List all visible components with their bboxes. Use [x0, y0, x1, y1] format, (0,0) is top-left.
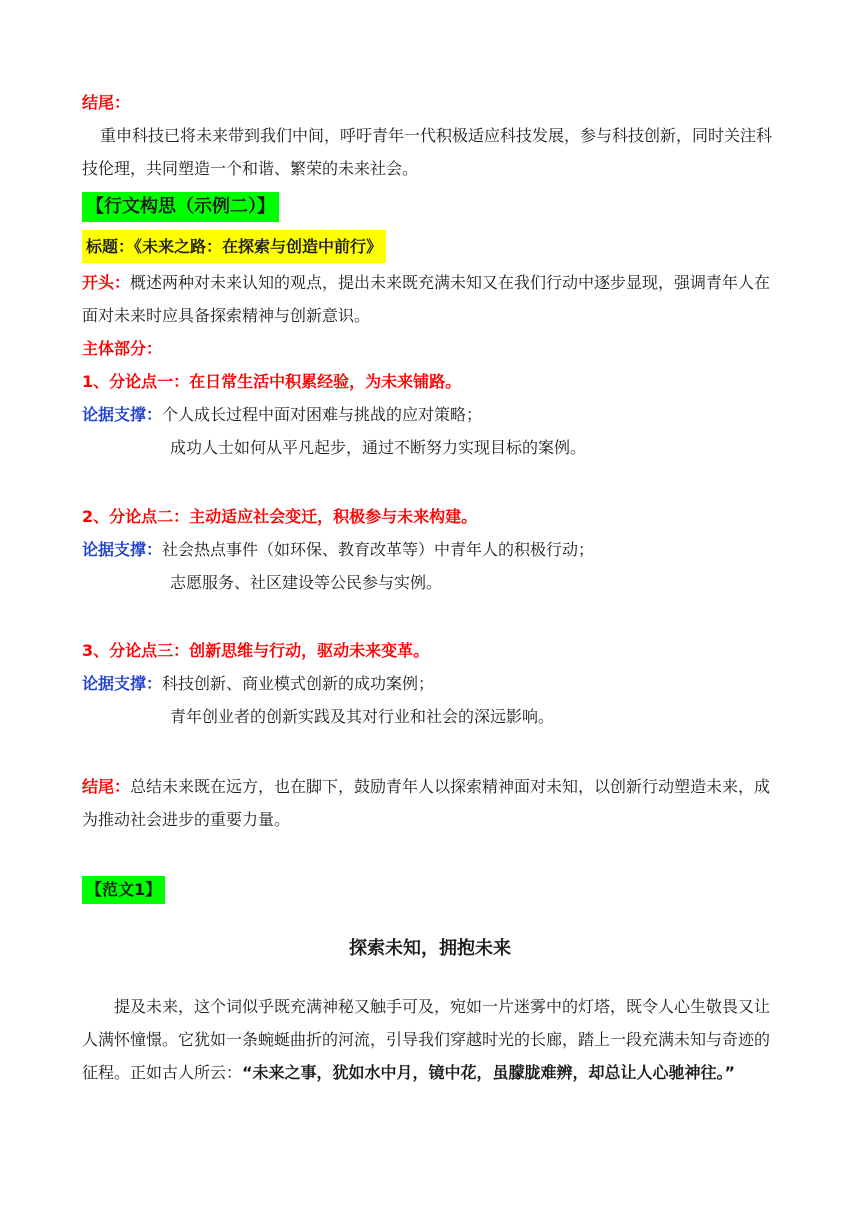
title-line — [82, 230, 782, 263]
sample-tag-wrap — [82, 873, 782, 906]
title-highlight — [82, 230, 386, 263]
point-title: 1、分论点一：在日常生活中积累经验，为未来铺路。 — [82, 372, 462, 391]
support-line: 青年创业者的创新实践及其对行业和社会的深远影响。 — [170, 707, 555, 726]
point-2 — [82, 500, 782, 599]
body-label: 主体部分： — [82, 339, 163, 358]
ending-section-1 — [82, 86, 782, 185]
opening-section — [82, 266, 782, 332]
support-line: 个人成长过程中面对困难与挑战的应对策略； — [162, 405, 483, 424]
example2-heading-wrap — [82, 190, 782, 223]
ending-label: 结尾： — [82, 93, 131, 112]
body-label-wrap — [82, 332, 782, 365]
ending-label: 结尾： — [82, 777, 131, 796]
point-title: 2、分论点二：主动适应社会变迁，积极参与未来构建。 — [82, 507, 478, 526]
point-3 — [82, 634, 782, 733]
ending-text: 总结未来既在远方，也在脚下，鼓励青年人以探索精神面对未知，以创新行动塑造未来，成为推动社会进步的重要力量。 — [82, 777, 771, 829]
opening-text: 概述两种对未来认知的观点，提出未来既充满未知又在我们行动中逐步显现，强调青年人在面对未来时应具备探索精神与创新意识。 — [82, 273, 771, 325]
sample-para-text: 提及未来，这个词似乎既充满神秘又触手可及，宛如一片迷雾中的灯塔，既令人心生敬畏又让人满怀憧憬。它犹如一条蜿蜒曲折的河流，引导我们穿越时光的长廊，踏上一段充满未知与奇迹的征程。正如古人所云： — [82, 997, 771, 1082]
point-1 — [82, 365, 782, 464]
support-label: 论据支撑： — [82, 674, 163, 693]
sample-quote: “未来之事，犹如水中月，镜中花，虽朦胧难辨，却总让人心驰神往。” — [242, 1063, 736, 1082]
support-line: 科技创新、商业模式创新的成功案例； — [162, 674, 435, 693]
support-line: 成功人士如何从平凡起步，通过不断努力实现目标的案例。 — [170, 438, 587, 457]
sample-title: 探索未知，拥抱未来 — [349, 938, 511, 959]
example2-heading: 【行文构思（示例二）】 — [82, 192, 279, 222]
support-line: 志愿服务、社区建设等公民参与实例。 — [170, 573, 443, 592]
support-label: 论据支撑： — [82, 540, 163, 559]
title-label: 标题： — [86, 237, 135, 256]
opening-label: 开头： — [82, 273, 131, 292]
sample-paragraph — [82, 990, 782, 1089]
sample-tag: 【范文1】 — [82, 876, 165, 904]
title-text: 《未来之路：在探索与创造中前行》 — [134, 237, 383, 256]
support-label: 论据支撑： — [82, 405, 163, 424]
ending-section-2 — [82, 770, 782, 836]
support-line: 社会热点事件（如环保、教育改革等）中青年人的积极行动； — [162, 540, 595, 559]
ending-text: 重申科技已将未来带到我们中间，呼吁青年一代积极适应科技发展，参与科技创新，同时关注科技伦理，共同塑造一个和谐、繁荣的未来社会。 — [82, 126, 773, 178]
point-title: 3、分论点三：创新思维与行动，驱动未来变革。 — [82, 641, 430, 660]
